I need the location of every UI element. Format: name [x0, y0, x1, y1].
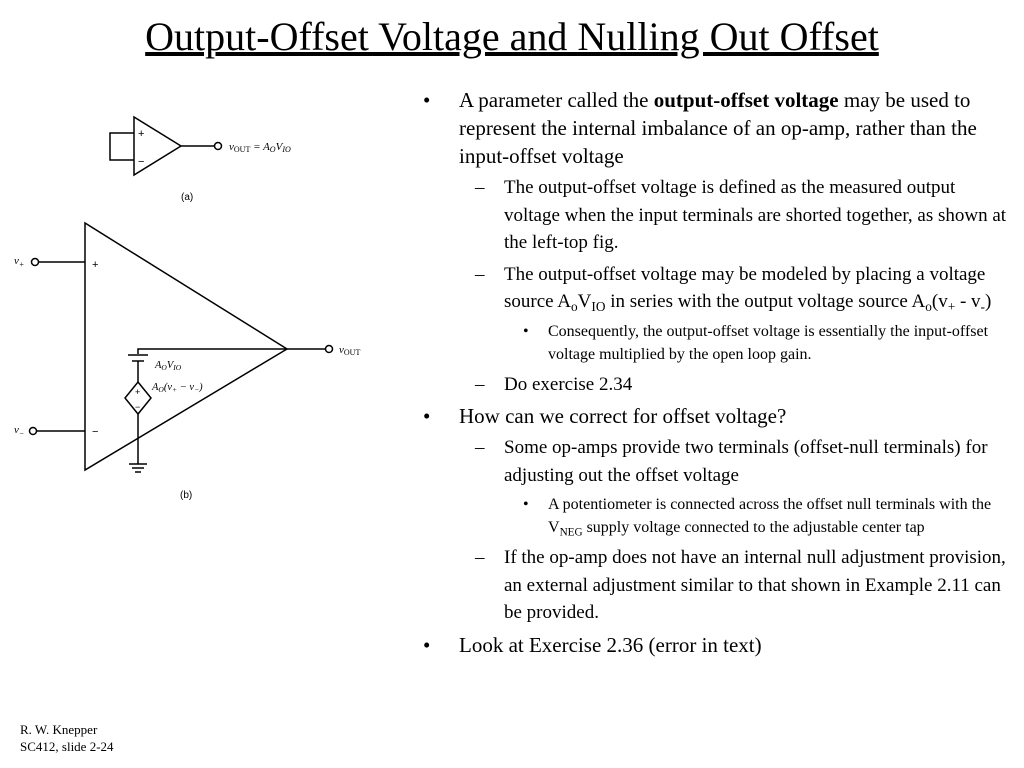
slide-footer [20, 721, 114, 755]
output-terminal-b [326, 346, 333, 353]
bullet-text: A parameter called the [459, 88, 654, 112]
bullet-exercise-2-36 [413, 631, 1013, 659]
short-wire-a [110, 133, 134, 160]
figure-b-caption: (b) [180, 490, 193, 501]
source-minus-sign: − [135, 402, 141, 412]
bullet-marker: • [523, 496, 529, 513]
bullet-text: Do exercise 2.34 [504, 373, 633, 395]
bullet-text: in series with the output voltage source A [605, 291, 926, 312]
dash-marker: – [475, 547, 485, 568]
figure-a [110, 117, 222, 175]
author-name: R. W. Knepper [20, 722, 98, 737]
bullet-marker: • [423, 404, 431, 428]
figure-b [30, 223, 333, 472]
dash-marker: – [475, 177, 485, 198]
bullet-text: The output-offset voltage is defined as the measured output voltage when the input terminals are shorted together, as shown at the left-top fig. [504, 177, 1007, 253]
subscript: NEG [559, 526, 583, 539]
output-label-b: vOUT [339, 344, 361, 357]
sub-sub-bullet-consequently [413, 320, 1013, 366]
dash-marker: – [475, 263, 485, 285]
bullet-marker: • [423, 632, 431, 657]
bullet-text: - v [955, 291, 981, 312]
sub-bullet-definition [413, 174, 1013, 257]
plus-sign-b: + [92, 259, 99, 271]
vplus-terminal [32, 259, 39, 266]
output-terminal-a [215, 143, 222, 150]
bullet-text: Some op-amps provide two terminals (offset-null terminals) for adjusting out the offset voltage [504, 437, 988, 486]
subscript: + [947, 298, 956, 314]
minus-sign-b: − [92, 426, 99, 438]
internal-wire-top [138, 349, 287, 354]
sub-bullet-external-adjustment [413, 544, 1013, 627]
bullet-output-offset-param [413, 86, 1013, 170]
vminus-label: $v_-$ [14, 424, 25, 438]
sub-bullet-model [413, 261, 1013, 316]
vplus-label: $v_+$ [14, 255, 25, 269]
op-amp-offset-diagram [0, 80, 400, 520]
vminus-terminal [30, 428, 37, 435]
bullet-text: How can we correct for offset voltage? [459, 404, 787, 428]
bullet-text: (v [931, 291, 948, 312]
dash-marker: – [475, 437, 485, 458]
output-label-a: vOUT = AOVIO [229, 141, 291, 154]
op-amp-b-triangle [85, 223, 287, 470]
figure-a-caption: (a) [181, 192, 194, 203]
bullet-text: The output-offset voltage may be modeled by placing a voltage source A [504, 263, 986, 312]
offset-source-label: AOVIO [155, 360, 182, 372]
bold-term: output-offset voltage [653, 88, 839, 112]
bullet-text: ) [984, 291, 992, 312]
dependent-source-label: AO(v+ − v−) [152, 382, 203, 394]
sub-sub-bullet-potentiometer [413, 493, 1013, 539]
bullet-text: A potentiometer is connected across the offset null terminals with the V [548, 496, 992, 536]
slide-number: SC412, slide 2-24 [20, 739, 114, 754]
bullet-list [413, 86, 1013, 663]
sub-bullet-offset-null-terminals [413, 434, 1013, 489]
slide-title: Output-Offset Voltage and Nulling Out Offset [145, 14, 879, 59]
dash-marker: – [475, 373, 485, 395]
subscript: o [925, 298, 932, 314]
bullet-correct-offset [413, 402, 1013, 430]
bullet-text: may be used to represent the internal imbalance of an op-amp, rather than the input-offset voltage [459, 88, 977, 168]
subscript: o [571, 298, 578, 314]
subscript: IO [591, 298, 606, 314]
bullet-text: Consequently, the output-offset voltage is essentially the input-offset voltage multiplied by the open loop gain. [548, 322, 989, 363]
minus-sign-a: − [138, 156, 145, 168]
bullet-text: supply voltage connected to the adjustable center tap [582, 519, 925, 536]
bullet-marker: • [423, 88, 431, 112]
bullet-text: If the op-amp does not have an internal null adjustment provision, an external adjustment similar to that shown in Example 2.11 can be provided. [504, 547, 1006, 623]
source-plus-sign: + [135, 387, 141, 397]
bullet-text: V [577, 291, 592, 312]
bullet-marker: • [523, 322, 529, 340]
bullet-text: Look at Exercise 2.36 (error in text) [459, 632, 762, 657]
sub-bullet-exercise-2-34 [413, 371, 1013, 399]
plus-sign-a: + [138, 128, 145, 140]
subscript: - [980, 298, 985, 314]
